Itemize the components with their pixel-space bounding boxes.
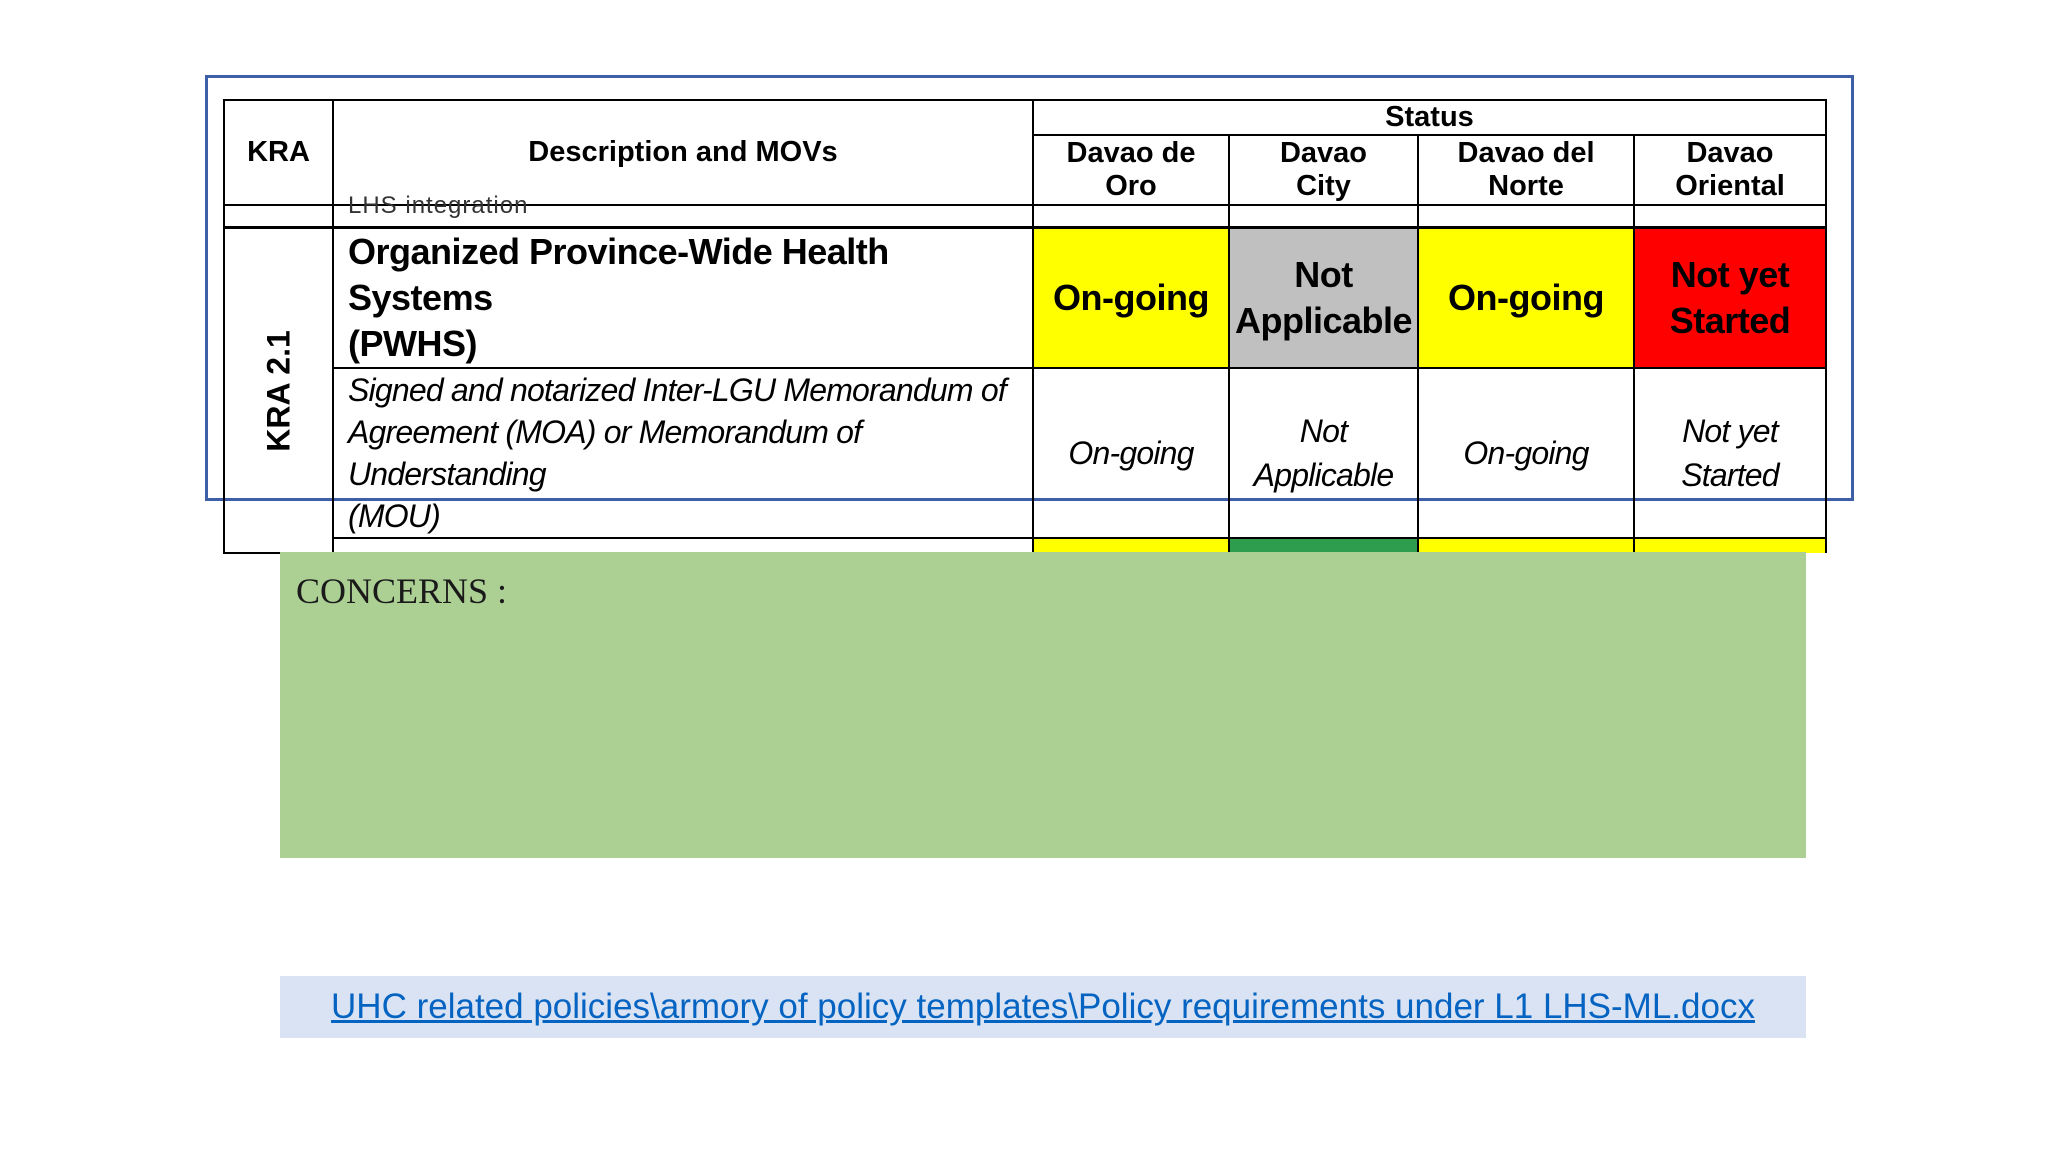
concerns-label: CONCERNS : [296,571,508,611]
header-davao-de-oro: Davao de Oro [1033,135,1229,205]
header-davao-oriental: Davao Oriental [1634,135,1826,205]
header-kra: KRA [224,100,333,205]
bottom-strip [1033,538,1229,553]
bottom-strip [1418,538,1634,553]
mov-row [224,368,1826,538]
kra-id-cell [224,228,333,554]
status-badge: Not Applicable [1229,228,1418,369]
mov-status: Not Applicable [1229,368,1418,538]
status-badge: Not yet Started [1634,228,1826,369]
header-status: Status [1033,100,1826,135]
table-image-frame [205,75,1854,534]
mov-status: On-going [1418,368,1634,538]
header-davao-city: Davao City [1229,135,1418,205]
mov-status: On-going [1033,368,1229,538]
kra-id: KRA 2.1 [260,329,296,452]
cut-off-row [224,205,1826,228]
kra-status-table [223,99,1827,554]
status-badge: On-going [1033,228,1229,369]
cut-off-bottom-row [224,538,1826,553]
concerns-box [280,552,1806,858]
cut-off-text: LHS integration [348,192,529,219]
link-box [280,976,1806,1038]
header-description: Description and MOVs [333,100,1033,205]
status-badge: On-going [1418,228,1634,369]
mov-status: Not yet Started [1634,368,1826,538]
bottom-strip [1229,538,1418,553]
bottom-strip [1634,538,1826,553]
mov-description: Signed and notarized Inter-LGU Memorandum of Agreement (MOA) or Memorandum of Understanding (MOU) [333,368,1033,538]
pwhs-title: Organized Province-Wide Health Systems (PWHS) [333,228,1033,369]
header-davao-del-norte: Davao del Norte [1418,135,1634,205]
pwhs-title-row [224,228,1826,369]
policy-document-link[interactable]: UHC related policies\armory of policy templates\Policy requirements under L1 LHS-ML.docx [331,987,1755,1026]
